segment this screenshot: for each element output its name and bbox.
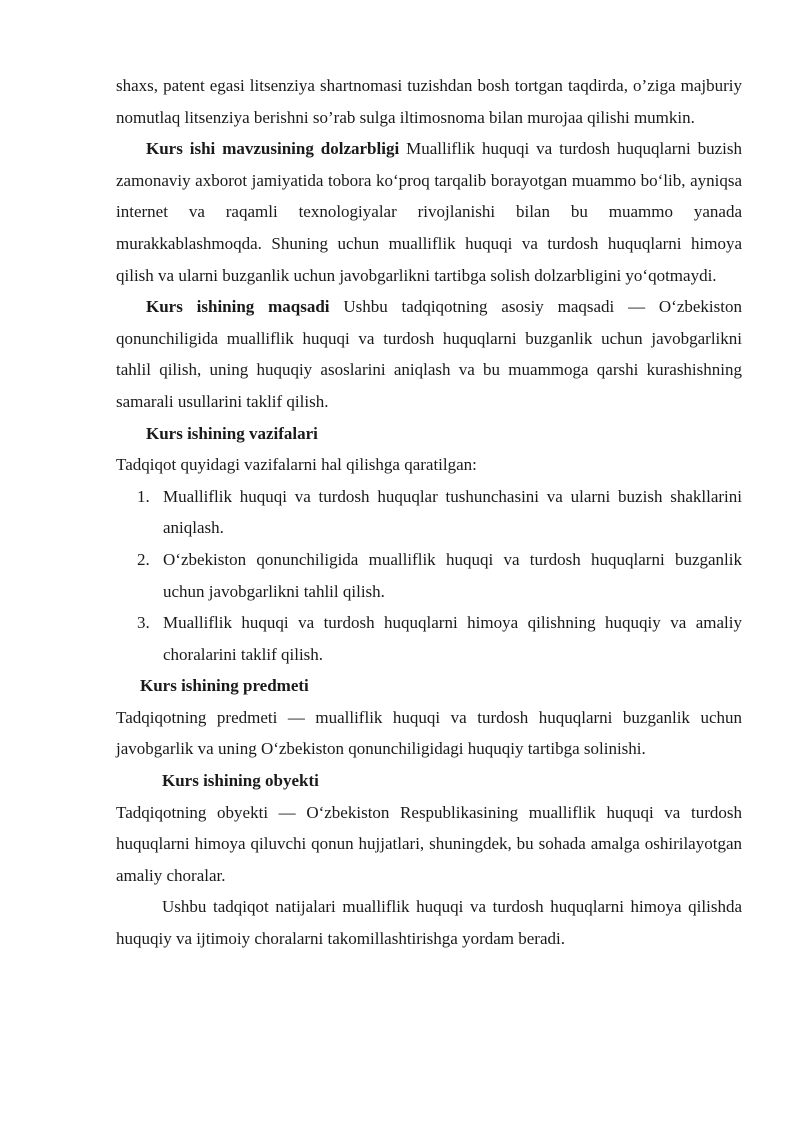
list-item-number: 3. — [137, 613, 150, 633]
subject-paragraph: Tadqiqotning predmeti — mualliflik huquqi va turdosh huquqlarni buzganlik uchun javobgarlik va uning Oʻzbekiston qonunchiligidagi huquqiy tartibga solinishi. — [116, 707, 742, 759]
list-item-number: 2. — [137, 549, 150, 569]
conclusion-paragraph: Ushbu tadqiqot natijalari mualliflik huquqi va turdosh huquqlarni himoya qilishda huquqiy va ijtimoiy choralarni takomillashtirishga yordam beradi. — [116, 897, 742, 949]
relevance-paragraph — [116, 133, 742, 291]
goal-text: Ushbu tadqiqotning asosiy maqsadi — Oʻzbekiston qonunchiligida mualliflik huquqi va turdosh huquqlarni buzganlik uchun javobgarlikni tahlil qilish, uning huquqiy asoslarini aniqlash va bu muammoga qarshi kurashishning samarali usullarini taklif qilish. — [116, 297, 742, 411]
object-heading: Kurs ishining obyekti — [162, 771, 319, 791]
goal-heading: Kurs ishining maqsadi — [146, 297, 330, 317]
subject-heading: Kurs ishining predmeti — [140, 676, 309, 696]
document-page — [116, 70, 742, 955]
goal-paragraph — [116, 291, 742, 417]
relevance-text: Mualliflik huquqi va turdosh huquqlarni buzish zamonaviy axborot jamiyatida tobora koʻproq tarqalib borayotgan muammo boʻlib, ayniqsa internet va raqamli texnologiyalar rivojlanishi bilan bu muammo yanada murakkablashmoqda. Shuning uchun mualliflik huquqi va turdosh huquqlarni himoya qilish va ularni buzganlik uchun javobgarlikni tartibga solish dolzarbligini yoʻqotmaydi. — [116, 139, 742, 285]
intro-paragraph: shaxs, patent egasi litsenziya shartnomasi tuzishdan bosh tortgan taqdirda, o’ziga majburiy nomutlaq litsenziya berishni so’rab sulga iltimosnoma bilan murojaa qilishi mumkin. — [116, 76, 742, 127]
tasks-intro: Tadqiqot quyidagi vazifalarni hal qilishga qaratilgan: — [116, 455, 477, 475]
object-paragraph: Tadqiqotning obyekti — Oʻzbekiston Respublikasining mualliflik huquqi va turdosh huquqlarni himoya qiluvchi qonun hujjatlari, shuningdek, bu sohada amalga oshirilayotgan amaliy choralar. — [116, 802, 742, 885]
list-item — [116, 544, 742, 607]
tasks-list — [116, 481, 742, 671]
tasks-heading: Kurs ishining vazifalari — [146, 423, 318, 443]
list-item-text: Mualliflik huquqi va turdosh huquqlarni himoya qilishning huquqiy va amaliy choralarini taklif qilish. — [163, 613, 742, 664]
list-item-text: Oʻzbekiston qonunchiligida mualliflik huquqi va turdosh huquqlarni buzganlik uchun javobgarlikni tahlil qilish. — [163, 549, 742, 601]
list-item — [116, 481, 742, 544]
list-item-text: Mualliflik huquqi va turdosh huquqlar tushunchasini va ularni buzish shakllarini aniqlash. — [163, 486, 742, 538]
relevance-heading: Kurs ishi mavzusining dolzarbligi — [146, 139, 400, 159]
list-item-number: 1. — [137, 486, 150, 506]
list-item — [116, 607, 742, 670]
